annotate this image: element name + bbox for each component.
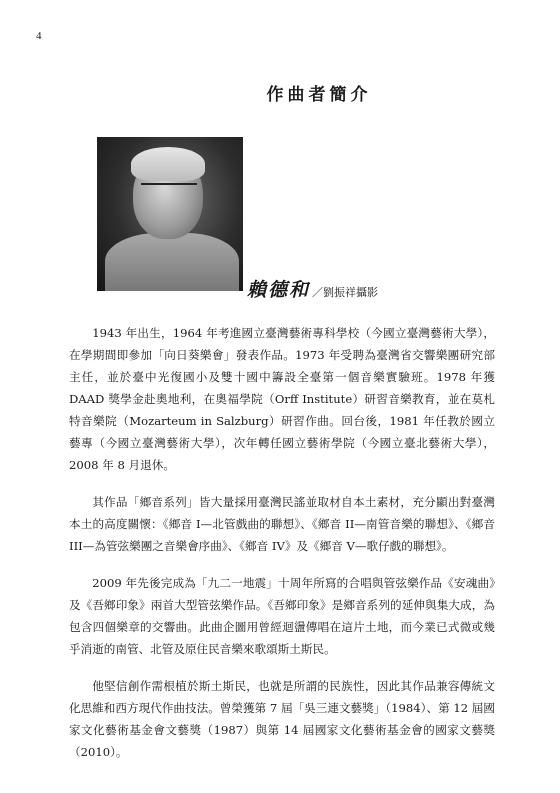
biography-paragraph: 1943 年出生，1964 年考進國立臺灣藝術專科學校（今國立臺灣藝術大學），在學期間即參加「向日葵樂會」發表作品。1973 年受聘為臺灣省交響樂團研究部主任，並於臺中光復國小及雙十國中籌設全臺第一個音樂實驗班。1978 年獲 DAAD 獎學金赴奧地利，在奧福學院（Orff Institute）研習音樂教育，並在莫札特音樂院（Mozarteum in Salzburg）研習作曲。回台後，1981 年任教於國立藝專（今國立臺灣藝術大學），次年轉任國立藝術學院（今國立臺北藝術大學），2008 年 8 月退休。 <box>69 326 495 472</box>
composer-name-signature: 賴德和 <box>247 279 311 301</box>
biography-paragraph: 2009 年先後完成為「九二一地震」十周年所寫的合唱與管弦樂作品《安魂曲》及《吾鄉印象》兩首大型管弦樂作品。《吾鄉印象》是鄉音系列的延伸與集大成，為包含四個樂章的交響曲。此曲企圖用曾經迴盪傳唱在這片土地，而今業已式微或幾乎消逝的南管、北管及原住民音樂來歌頌斯土斯民。 <box>69 576 495 656</box>
biography-paragraph: 他堅信創作需根植於斯土斯民，也就是所謂的民族性，因此其作品兼容傳統文化思維和西方現代作曲技法。曾榮獲第 7 屆「吳三連文藝獎」（1984）、第 12 屆國家文化藝術基金會文藝獎（1987）與第 14 屆國家文化藝術基金會的國家文藝獎（2010）。 <box>69 679 495 759</box>
page-number: 4 <box>36 30 42 42</box>
portrait-shirt <box>105 233 239 291</box>
photo-caption <box>247 280 378 302</box>
composer-portrait-photo <box>97 137 243 291</box>
photo-credit: ／劉振祥攝影 <box>312 286 379 299</box>
biography-body <box>69 322 495 778</box>
portrait-hair <box>131 147 205 181</box>
page-title: 作曲者簡介 <box>266 85 372 105</box>
portrait-glasses <box>141 183 197 199</box>
biography-paragraph: 其作品「鄉音系列」皆大量採用臺灣民謠並取材自本土素材，充分顯出對臺灣本土的高度關懷：《鄉音 I—北管戲曲的聯想》、《鄉音 II—南管音樂的聯想》、《鄉音 III—為管弦樂團之音樂會序曲》、《鄉音 IV》及《鄉音 V—歌仔戲的聯想》。 <box>69 495 495 553</box>
